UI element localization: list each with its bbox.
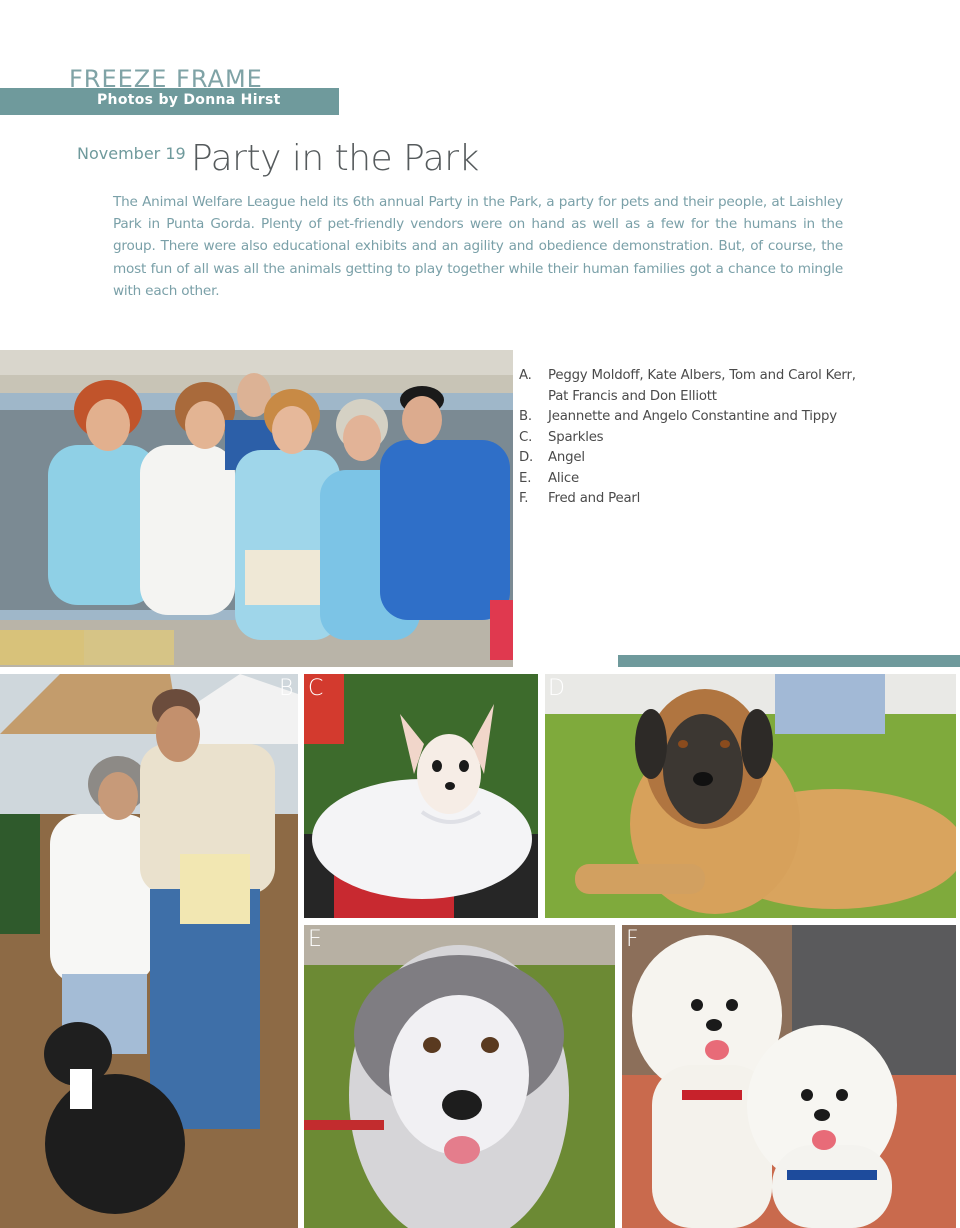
- photo-c-chihuahua: [304, 674, 538, 918]
- caption-f: F. Fred and Pearl: [519, 491, 641, 506]
- caption-list: [519, 366, 879, 510]
- photo-f-bichons: [622, 925, 956, 1228]
- photo-label-c: C: [308, 676, 324, 701]
- caption-b: B. Jeannette and Angelo Constantine and Tippy: [519, 409, 837, 424]
- photo-a-group: [0, 350, 513, 667]
- caption-a: A. Peggy Moldoff, Kate Albers, Tom and Carol Kerr, Pat Francis and Don Elliott: [519, 368, 856, 404]
- event-date: November 19: [77, 144, 186, 163]
- caption-d: D. Angel: [519, 450, 585, 465]
- caption-e: E. Alice: [519, 470, 579, 486]
- photo-b-couple-with-dog: [0, 674, 298, 1228]
- accent-bar: [618, 655, 960, 667]
- photo-credit-banner: [0, 88, 339, 115]
- photo-d-mastiff: [545, 674, 956, 918]
- event-title: Party in the Park: [191, 138, 479, 179]
- caption-c: C. Sparkles: [519, 429, 604, 445]
- photo-label-e: E: [308, 927, 322, 952]
- intro-paragraph: The Animal Welfare League held its 6th annual Party in the Park, a party for pets and their people, at Laishley Park in Punta Gorda. Plenty of pet-friendly vendors were on hand as well as a few for the humans in the group. There were also educational exhibits and an agility and obedience demonstration. But, of course, the most fun of all was all the animals getting to play together while their human families got a chance to mingle with each other.: [113, 194, 843, 299]
- photo-label-d: D: [548, 676, 565, 701]
- section-title: FREEZE FRAME: [69, 65, 263, 88]
- photo-e-scruffy-dog: [304, 925, 615, 1228]
- photo-label-b: B: [279, 676, 294, 701]
- photo-label-f: F: [626, 927, 639, 952]
- photo-credit: Photos by Donna Hirst: [97, 92, 281, 108]
